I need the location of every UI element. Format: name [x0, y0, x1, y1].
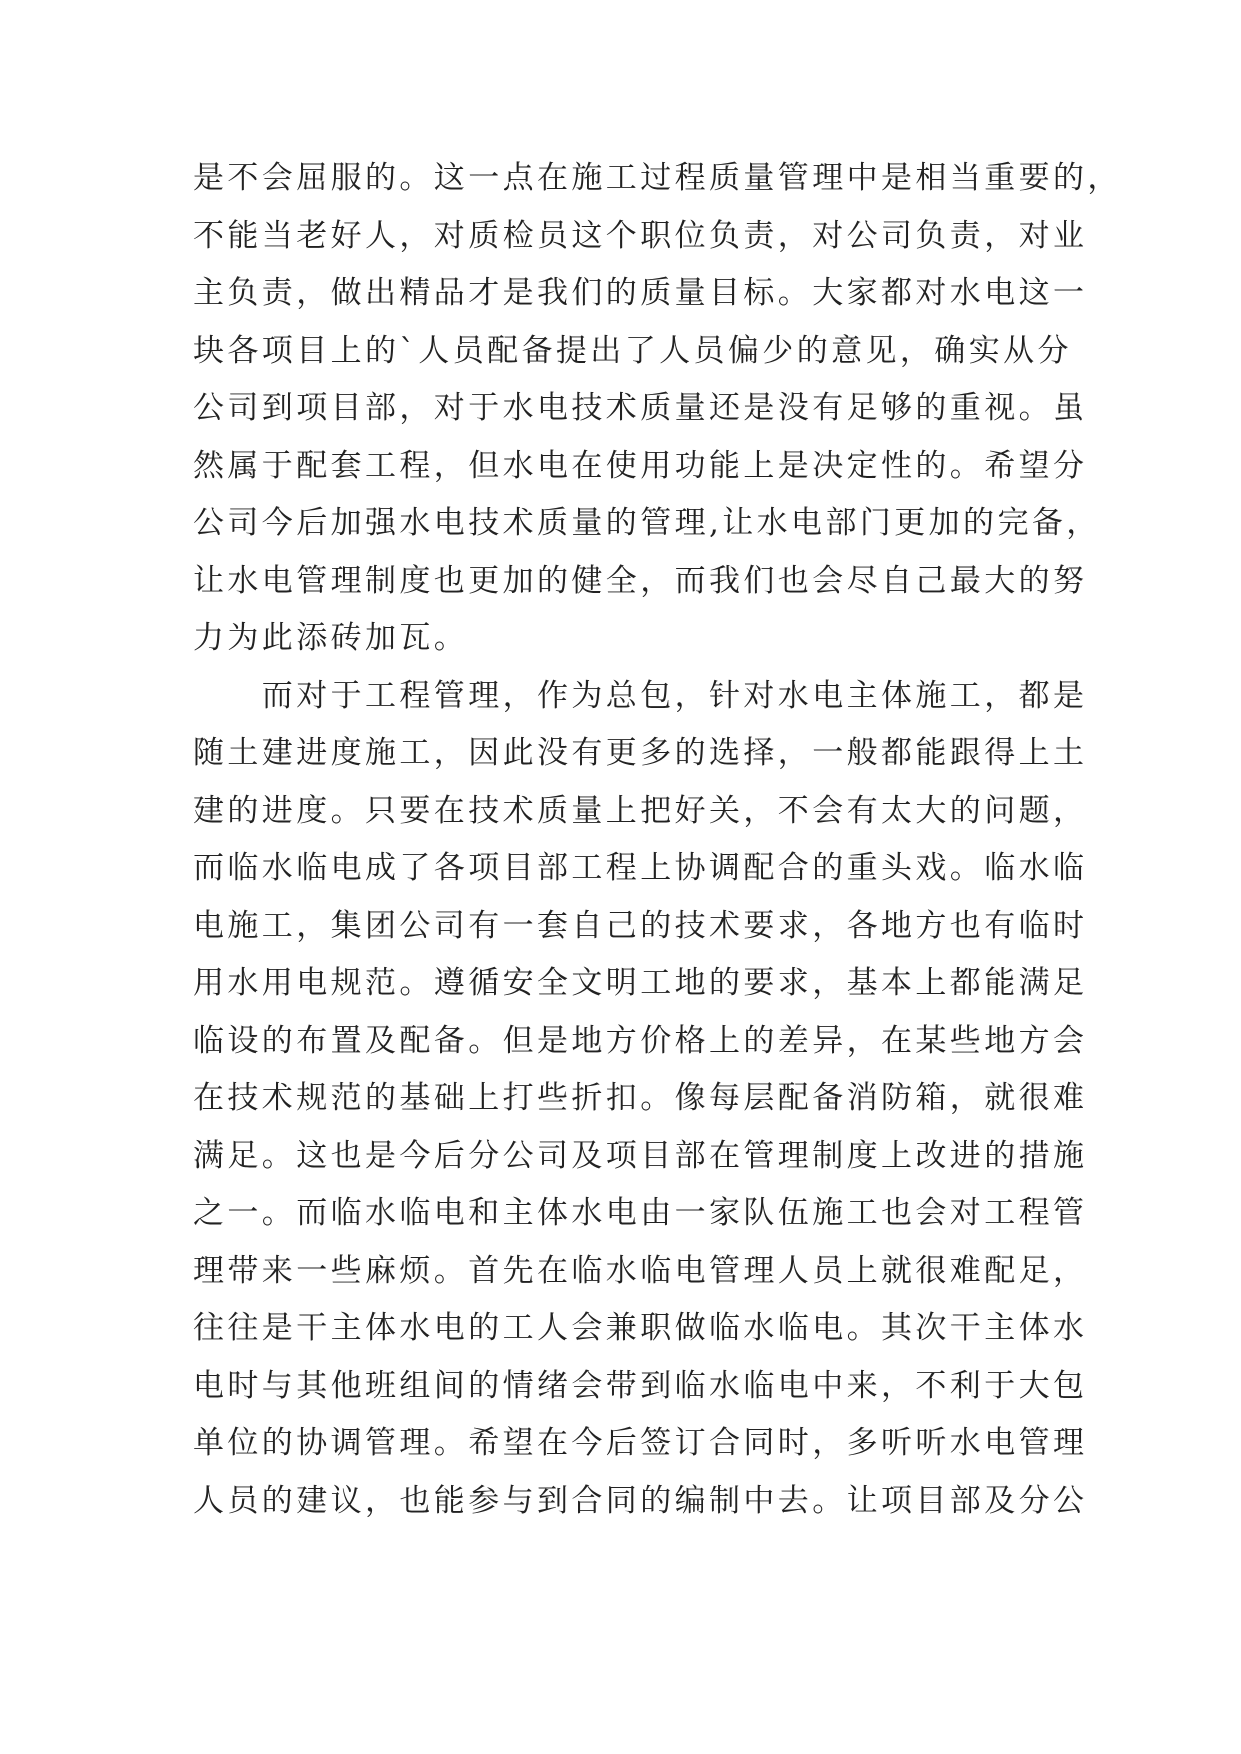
text-line: 而对于工程管理，作为总包，针对水电主体施工，都是: [193, 677, 1088, 714]
text-line: 公司今后加强水电技术质量的管理,让水电部门更加的完备，: [193, 505, 1101, 541]
text-line: 在技术规范的基础上打些折扣。像每层配备消防箱，就很难: [193, 1080, 1088, 1116]
text-line: 电施工，集团公司有一套自己的技术要求，各地方也有临时: [193, 907, 1088, 944]
body-text: [193, 150, 1122, 1530]
text-line: 公司到项目部，对于水电技术质量还是没有足够的重视。虽: [193, 390, 1088, 426]
text-line: 人员的建议，也能参与到合同的编制中去。让项目部及分公: [193, 1482, 1088, 1519]
text-line: 电时与其他班组间的情绪会带到临水临电中来，不利于大包: [193, 1367, 1088, 1404]
text-line: 主负责，做出精品才是我们的质量目标。大家都对水电这一: [193, 275, 1088, 311]
text-line: 理带来一些麻烦。首先在临水临电管理人员上就很难配足，: [193, 1252, 1088, 1289]
text-line: 单位的协调管理。希望在今后签订合同时，多听听水电管理: [193, 1425, 1088, 1461]
text-line: 而临水临电成了各项目部工程上协调配合的重头戏。临水临: [193, 850, 1088, 886]
text-line: 力为此添砖加瓦。: [193, 620, 469, 656]
text-line: 然属于配套工程，但水电在使用功能上是决定性的。希望分: [193, 447, 1088, 484]
text-line: 临设的布置及配备。但是地方价格上的差异，在某些地方会: [193, 1022, 1088, 1059]
text-line: 满足。这也是今后分公司及项目部在管理制度上改进的措施: [193, 1137, 1088, 1174]
text-line: 用水用电规范。遵循安全文明工地的要求，基本上都能满足: [193, 965, 1088, 1001]
text-line: 往往是干主体水电的工人会兼职做临水临电。其次干主体水: [193, 1310, 1088, 1346]
text-line: 块各项目上的`人员配备提出了人员偏少的意见，确实从分: [193, 332, 1072, 369]
text-line: 让水电管理制度也更加的健全，而我们也会尽自己最大的努: [193, 562, 1088, 599]
text-line: 建的进度。只要在技术质量上把好关，不会有太大的问题，: [193, 792, 1088, 829]
text-line: 不能当老好人，对质检员这个职位负责，对公司负责，对业: [193, 217, 1088, 254]
text-line: 随土建进度施工，因此没有更多的选择，一般都能跟得上土: [193, 735, 1088, 771]
text-line: 是不会屈服的。这一点在施工过程质量管理中是相当重要的，: [193, 160, 1122, 196]
text-line: 之一。而临水临电和主体水电由一家队伍施工也会对工程管: [193, 1195, 1088, 1231]
